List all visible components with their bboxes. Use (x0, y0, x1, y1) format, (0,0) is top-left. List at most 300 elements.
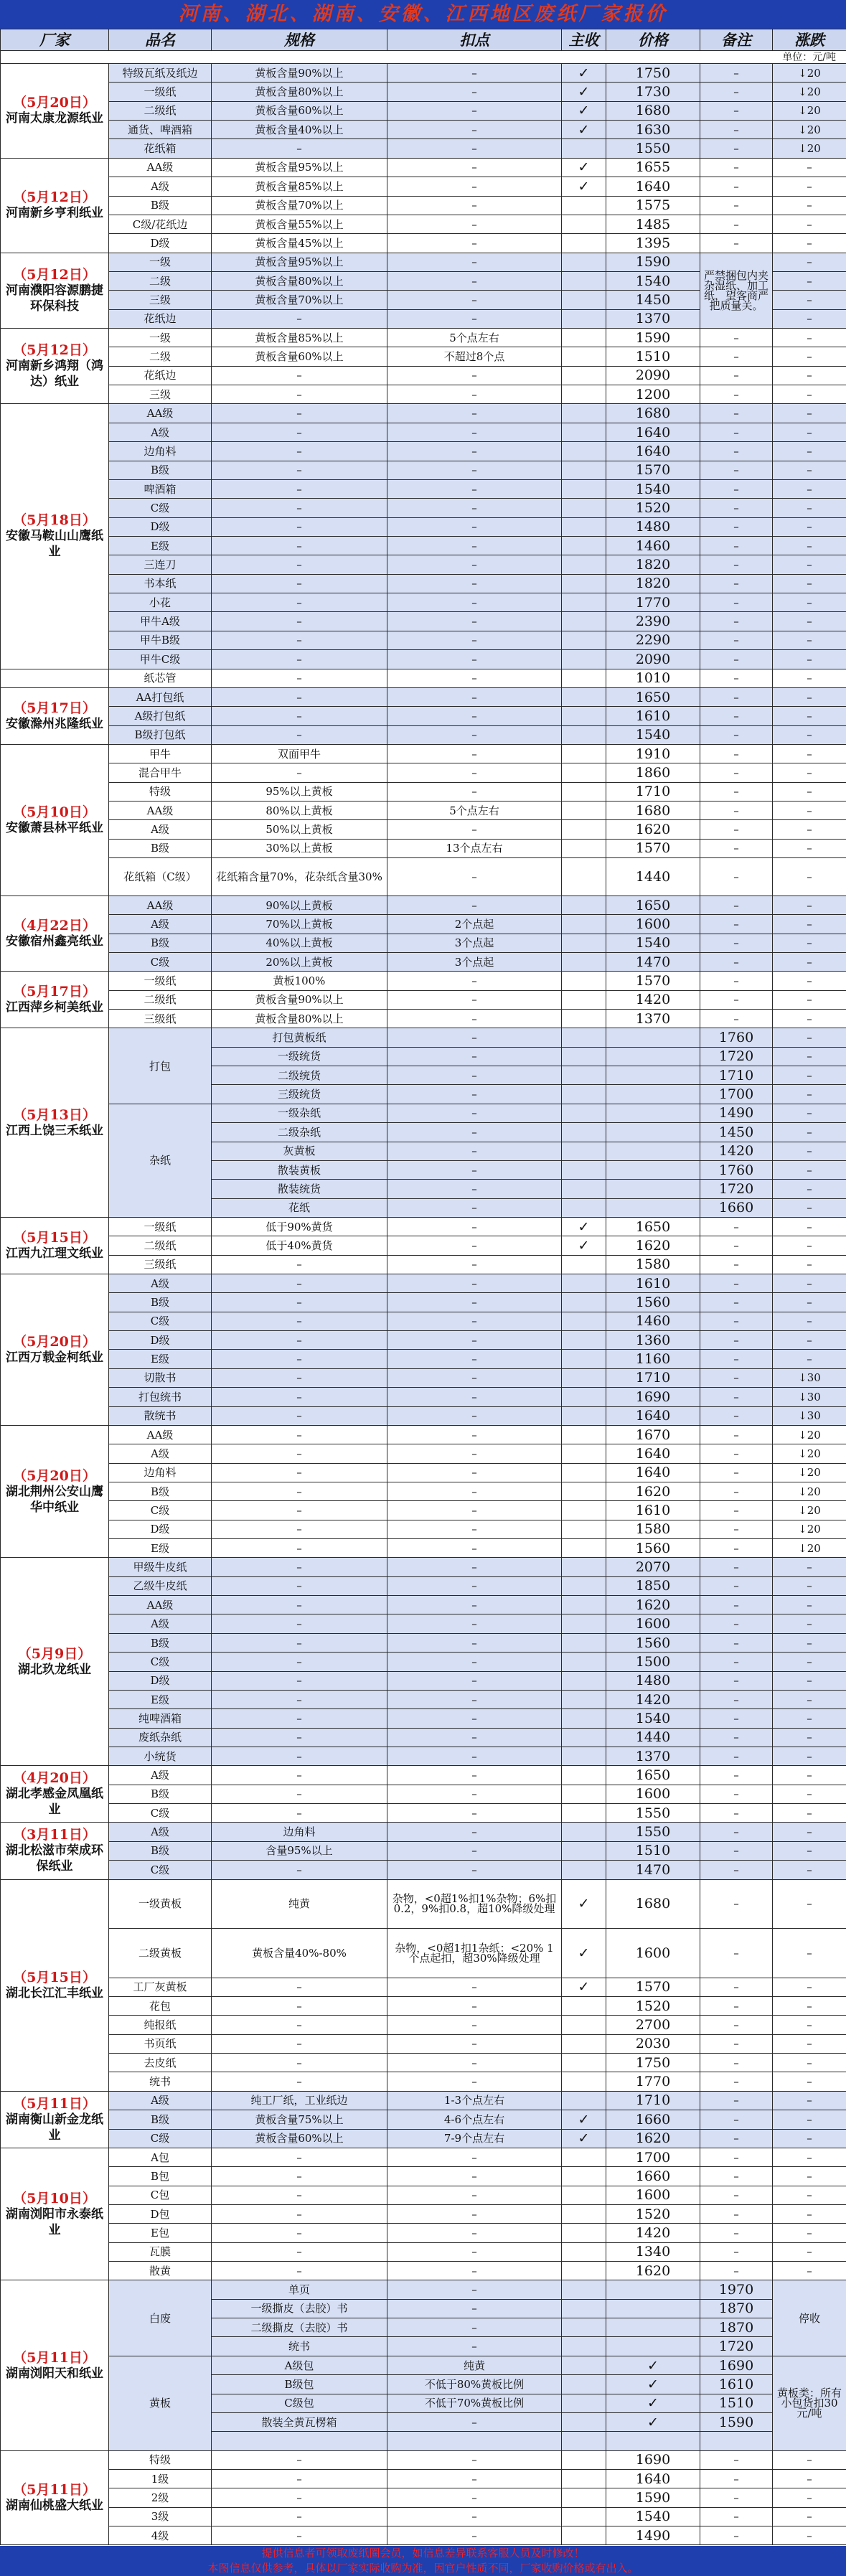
change-cell: – (773, 1331, 846, 1350)
table-row (1, 952, 846, 971)
change-cell: – (773, 1653, 846, 1671)
spec-cell: 双面甲牛 (212, 744, 387, 763)
product-cell: 乙级牛皮纸 (109, 1576, 212, 1595)
main-cell (606, 1085, 700, 1104)
change-cell: ↓20 (773, 1539, 846, 1558)
price-cell: 1440 (606, 1728, 700, 1747)
note-cell: – (700, 1539, 773, 1558)
price-cell: 1700 (606, 2148, 700, 2166)
note-cell: – (700, 1520, 773, 1538)
quote-date: （5月17日） (13, 984, 96, 1000)
quote-date: （5月12日） (13, 189, 96, 206)
table-row (1, 461, 846, 479)
spec-cell: – (212, 687, 387, 706)
main-cell (562, 2034, 606, 2053)
main-cell (562, 1576, 606, 1595)
deduction-cell: – (387, 64, 562, 83)
main-cell (606, 1066, 700, 1085)
spec-cell: – (212, 1690, 387, 1708)
note-cell: – (700, 234, 773, 253)
price-cell: 1680 (606, 101, 700, 120)
product-cell: 甲牛A级 (109, 612, 212, 631)
table-row (1, 1728, 846, 1747)
note-cell: – (700, 1861, 773, 1879)
quote-date: （5月10日） (13, 2190, 96, 2206)
product-cell: B级 (109, 1785, 212, 1803)
price-cell: 1720 (700, 1047, 773, 1066)
main-cell (562, 1255, 606, 1274)
company-name: 河南新乡鸿翔（鸿达）纸业 (6, 359, 103, 390)
price-cell: 1420 (606, 1690, 700, 1708)
price-cell: 1690 (606, 2450, 700, 2469)
main-cell (562, 499, 606, 517)
deduction-cell: – (387, 2450, 562, 2469)
product-cell: C级 (109, 1312, 212, 1330)
spec-cell: – (212, 2167, 387, 2186)
main-cell (562, 1747, 606, 1766)
change-cell: – (773, 858, 846, 896)
deduction-cell: – (387, 1596, 562, 1614)
product-cell: 三级 (109, 291, 212, 309)
table-row (1, 1653, 846, 1671)
deduction-cell: – (387, 139, 562, 158)
table-row (1, 1520, 846, 1538)
note-cell: – (700, 2469, 773, 2488)
main-cell (562, 1368, 606, 1387)
price-cell: 1820 (606, 574, 700, 593)
main-cell: ✓ (606, 2356, 700, 2374)
price-cell: 1520 (606, 2204, 700, 2223)
deduction-cell: – (387, 2054, 562, 2072)
price-cell: 1510 (606, 347, 700, 366)
deduction-cell: – (387, 2488, 562, 2507)
note-cell: – (700, 366, 773, 385)
spec-cell: – (212, 1425, 387, 1444)
deduction-cell: – (387, 1861, 562, 1879)
spec-cell: – (212, 2488, 387, 2507)
change-cell: – (773, 1709, 846, 1728)
main-cell (562, 1728, 606, 1747)
change-cell: – (773, 1274, 846, 1293)
table-row (1, 1690, 846, 1708)
main-cell: ✓ (562, 121, 606, 139)
price-cell: 1590 (700, 2412, 773, 2431)
change-cell: – (773, 291, 846, 309)
table-row (1, 2072, 846, 2091)
product-cell: AA级 (109, 896, 212, 914)
main-cell (562, 517, 606, 536)
table-row (1, 2507, 846, 2526)
product-cell: A级打包纸 (109, 707, 212, 725)
change-cell: – (773, 2526, 846, 2545)
table-row (1, 1709, 846, 1728)
price-cell: 1520 (606, 499, 700, 517)
spec-cell: – (212, 725, 387, 744)
main-cell (562, 1614, 606, 1633)
price-cell: 1600 (606, 1929, 700, 1978)
main-cell (562, 725, 606, 744)
deduction-cell: – (387, 1425, 562, 1444)
spec-cell: – (212, 1463, 387, 1482)
product-cell: 一级纸 (109, 972, 212, 990)
change-cell: – (773, 555, 846, 574)
spec-cell: – (212, 631, 387, 649)
table-row (1, 839, 846, 857)
product-cell: 单页 (212, 2280, 387, 2299)
change-cell: – (773, 536, 846, 555)
spec-cell: 黄板含量80%以上 (212, 1009, 387, 1028)
spec-cell: – (212, 366, 387, 385)
deduction-cell: – (387, 1558, 562, 1576)
main-cell: ✓ (562, 2129, 606, 2148)
spec-cell: – (212, 1785, 387, 1803)
product-cell: 甲级牛皮纸 (109, 1558, 212, 1576)
change-cell: – (773, 215, 846, 233)
price-cell: 1750 (606, 64, 700, 83)
main-cell (562, 1766, 606, 1785)
table-row (1, 555, 846, 574)
deduction-cell: – (387, 725, 562, 744)
change-cell: – (773, 1861, 846, 1879)
note-cell: – (700, 2186, 773, 2204)
note-cell: – (700, 744, 773, 763)
price-cell: 1640 (606, 1444, 700, 1463)
product-cell: 三级 (109, 385, 212, 404)
table-row (1, 385, 846, 404)
note-cell: – (773, 1123, 846, 1142)
deduction-cell: – (387, 517, 562, 536)
product-cell: 三级纸 (109, 1255, 212, 1274)
spec-cell: 纯工厂纸，工业纸边 (212, 2091, 387, 2110)
main-cell (562, 2262, 606, 2280)
deduction-cell (562, 2337, 606, 2356)
note-cell: – (700, 1728, 773, 1747)
note-cell: – (700, 555, 773, 574)
main-cell (606, 2318, 700, 2337)
price-cell: 1670 (606, 1425, 700, 1444)
deduction-cell: – (387, 442, 562, 461)
change-cell: – (773, 707, 846, 725)
company-name: 江西萍乡柯美纸业 (6, 1000, 103, 1015)
spec-cell: – (212, 669, 387, 687)
main-cell: ✓ (562, 177, 606, 196)
product-cell: 二级 (109, 347, 212, 366)
spec-cell: – (212, 1861, 387, 1879)
spec-cell: 黄板含量55%以上 (212, 215, 387, 233)
table-row (1, 744, 846, 763)
company-name: 湖北孝感金凤凰纸业 (6, 1787, 103, 1818)
change-cell: – (773, 461, 846, 479)
table-row (1, 782, 846, 801)
footer-line-1: 提供信息者可领取废纸圈会员，如信息差异联系客服人员及时修改！ (261, 2547, 585, 2559)
deduction-cell (562, 1028, 606, 1047)
spec-cell: 边角料 (212, 1823, 387, 1841)
table-row (1, 1997, 846, 2016)
change-cell: – (773, 404, 846, 423)
change-cell: ↓20 (773, 101, 846, 120)
change-cell: – (773, 2129, 846, 2148)
price-cell: 1420 (606, 990, 700, 1009)
company-name: 湖北松滋市荣成环保纸业 (6, 1843, 103, 1874)
main-cell (562, 2507, 606, 2526)
price-cell: 1460 (606, 536, 700, 555)
deduction-cell (562, 2318, 606, 2337)
price-cell: 1640 (606, 423, 700, 441)
spec-cell: – (387, 2318, 562, 2337)
change-cell: – (773, 177, 846, 196)
deduction-cell: – (387, 1633, 562, 1652)
price-cell: 1860 (606, 763, 700, 782)
note-cell: – (700, 1444, 773, 1463)
product-cell: E级 (109, 536, 212, 555)
spec-cell: – (212, 1633, 387, 1652)
spec-cell: – (212, 1274, 387, 1293)
note-cell: – (700, 2204, 773, 2223)
deduction-cell (562, 1142, 606, 1160)
spec-cell: – (387, 1066, 562, 1085)
price-cell: 1660 (700, 1198, 773, 1217)
change-cell: ↓20 (773, 64, 846, 83)
change-cell: – (773, 2072, 846, 2091)
deduction-cell: – (387, 896, 562, 914)
price-cell: 1650 (606, 1217, 700, 1236)
quote-date: （5月13日） (13, 1106, 96, 1123)
price-cell: 1470 (606, 1861, 700, 1879)
price-cell: 1760 (700, 1028, 773, 1047)
company-name: 湖南仙桃盛大纸业 (6, 2499, 103, 2514)
main-cell (606, 1142, 700, 1160)
main-cell (562, 234, 606, 253)
deduction-cell: – (387, 1463, 562, 1482)
change-cell: – (773, 1671, 846, 1690)
main-cell (562, 1709, 606, 1728)
note-cell: – (700, 423, 773, 441)
table-row (1, 2129, 846, 2148)
change-cell: ↓20 (773, 139, 846, 158)
price-cell: 1640 (606, 442, 700, 461)
main-cell (562, 1331, 606, 1350)
note-cell: – (700, 1929, 773, 1978)
spec-cell: – (212, 404, 387, 423)
deduction-cell: – (387, 291, 562, 309)
company-cell (1, 687, 109, 744)
spec-cell: 黄板含量60%以上 (212, 101, 387, 120)
table-row (1, 2469, 846, 2488)
note-cell: – (700, 650, 773, 669)
company-name: 河南太康龙源纸业 (6, 111, 103, 126)
change-cell: – (773, 1978, 846, 1996)
spec-cell: – (212, 461, 387, 479)
price-cell: 1580 (606, 1255, 700, 1274)
change-cell: – (773, 972, 846, 990)
deduction-cell: 4-6个点左右 (387, 2110, 562, 2129)
spec-cell: – (212, 574, 387, 593)
spec-cell: – (212, 1653, 387, 1671)
price-cell: 1580 (606, 1520, 700, 1538)
spec-cell: – (212, 1312, 387, 1330)
quote-date: （5月12日） (13, 266, 96, 283)
deduction-cell: 5个点左右 (387, 329, 562, 347)
spec-cell: – (387, 1180, 562, 1198)
change-cell: – (773, 990, 846, 1009)
change-cell: – (773, 2507, 846, 2526)
product-cell: A级 (109, 1823, 212, 1841)
product-cell: A级 (109, 1614, 212, 1633)
spec-cell: 黄板100% (212, 972, 387, 990)
price-cell: 1640 (606, 177, 700, 196)
price-cell: 1660 (606, 2110, 700, 2129)
price-cell: 1560 (606, 1633, 700, 1652)
product-cell: C级 (109, 1653, 212, 1671)
product-cell: D包 (109, 2204, 212, 2223)
spec-cell: 黄板含量60%以上 (212, 347, 387, 366)
price-cell: 1760 (700, 1160, 773, 1179)
main-cell (562, 1539, 606, 1558)
product-cell: 花纸箱（C级） (109, 858, 212, 896)
spec-cell: – (212, 2507, 387, 2526)
table-row (1, 423, 846, 441)
price-cell: 1600 (606, 2186, 700, 2204)
table-row (1, 725, 846, 744)
deduction-cell: – (387, 83, 562, 101)
main-cell: ✓ (606, 2375, 700, 2394)
company-cell (1, 64, 109, 159)
deduction-cell: – (387, 612, 562, 631)
header-deduction: 扣点 (387, 29, 562, 51)
spec-cell: 90%以上黄板 (212, 896, 387, 914)
spec-cell: 黄板含量85%以上 (212, 329, 387, 347)
note-cell: – (700, 2167, 773, 2186)
deduction-cell: – (387, 423, 562, 441)
note-cell: – (700, 1690, 773, 1708)
main-cell (562, 329, 606, 347)
note-cell: – (700, 1425, 773, 1444)
spec-cell: – (387, 1028, 562, 1047)
note-cell: – (700, 1596, 773, 1614)
table-row (1, 1841, 846, 1860)
deduction-cell: 1-3个点左右 (387, 2091, 562, 2110)
main-cell (562, 631, 606, 649)
main-cell (562, 1406, 606, 1425)
price-cell: 1620 (606, 1596, 700, 1614)
main-cell (562, 2016, 606, 2034)
change-cell: – (773, 385, 846, 404)
change-cell: – (773, 820, 846, 839)
product-cell: AA打包纸 (109, 687, 212, 706)
note-cell: – (700, 1558, 773, 1576)
price-cell: 1540 (606, 725, 700, 744)
price-cell: 1340 (606, 2242, 700, 2261)
table-row (1, 1539, 846, 1558)
note-cell: – (700, 83, 773, 101)
main-cell (562, 555, 606, 574)
note-cell: – (700, 1978, 773, 1996)
spec-cell: 黄板含量70%以上 (212, 196, 387, 215)
note-cell: – (700, 2242, 773, 2261)
deduction-cell: – (387, 2167, 562, 2186)
price-cell: 1470 (606, 952, 700, 971)
product-cell: B包 (109, 2167, 212, 2186)
company-name: 湖北荆州公安山鹰华中纸业 (6, 1484, 103, 1515)
company-name: 湖北玖龙纸业 (18, 1662, 91, 1677)
product-cell: 废纸杂纸 (109, 1728, 212, 1747)
main-cell (562, 442, 606, 461)
product-cell: A级 (109, 1444, 212, 1463)
change-cell: – (773, 1841, 846, 1860)
change-cell: ↓30 (773, 1388, 846, 1406)
price-cell: 1550 (606, 1823, 700, 1841)
table-row (1, 101, 846, 120)
company-cell (1, 1217, 109, 1274)
deduction-cell: – (387, 1841, 562, 1860)
deduction-cell: – (387, 2148, 562, 2166)
deduction-cell: 3个点起 (387, 952, 562, 971)
main-cell: ✓ (606, 2394, 700, 2412)
spec-cell: – (212, 385, 387, 404)
deduction-cell: – (387, 1614, 562, 1633)
deduction-cell: – (387, 253, 562, 271)
spec-cell: – (212, 1558, 387, 1576)
spec-cell: 黄板含量45%以上 (212, 234, 387, 253)
note-cell: – (700, 915, 773, 934)
price-cell: 2030 (606, 2034, 700, 2053)
main-cell: ✓ (562, 1929, 606, 1978)
table-row (1, 1217, 846, 1236)
main-cell (562, 1861, 606, 1879)
table-row (1, 1104, 846, 1122)
company-name: 江西上饶三禾纸业 (6, 1123, 103, 1138)
spec-cell: – (212, 1368, 387, 1387)
spec-cell: – (212, 2034, 387, 2053)
product-cell: B级 (109, 934, 212, 952)
note-cell: – (700, 1009, 773, 1028)
product-cell: B级包 (212, 2375, 387, 2394)
spec-cell: 黄板含量90%以上 (212, 990, 387, 1009)
product-cell: B级 (109, 1841, 212, 1860)
change-cell: – (773, 2450, 846, 2469)
change-cell: – (773, 442, 846, 461)
header-main: 主收 (562, 29, 606, 51)
main-cell (562, 1671, 606, 1690)
product-cell: 纯啤酒箱 (109, 1709, 212, 1728)
spec-cell: 黄板含量85%以上 (212, 177, 387, 196)
product-cell: 纸芯管 (109, 669, 212, 687)
spec-cell: 黄板含量90%以上 (212, 64, 387, 83)
spec-cell: – (212, 1997, 387, 2016)
note-cell: – (700, 2148, 773, 2166)
deduction-cell: – (387, 1312, 562, 1330)
deduction-cell: 杂物，<0超1%扣1%杂物；6%扣0.2，9%扣0.8，超10%降级处理 (387, 1879, 562, 1929)
deduction-cell: 不超过8个点 (387, 347, 562, 366)
price-cell: 1420 (700, 1142, 773, 1160)
change-cell: – (773, 934, 846, 952)
spec-cell: – (387, 1085, 562, 1104)
deduction-cell: – (387, 972, 562, 990)
note-cell: – (700, 1709, 773, 1728)
deduction-cell: – (387, 2186, 562, 2204)
deduction-cell: – (387, 1444, 562, 1463)
price-table (0, 29, 846, 2545)
table-row (1, 1633, 846, 1652)
table-row (1, 536, 846, 555)
table-row (1, 1028, 846, 1047)
price-cell: 2090 (606, 366, 700, 385)
note-cell: – (773, 1180, 846, 1198)
table-row (1, 1255, 846, 1274)
product-cell: A级包 (212, 2356, 387, 2374)
spec-cell: – (212, 1331, 387, 1350)
price-cell: 1650 (606, 896, 700, 914)
